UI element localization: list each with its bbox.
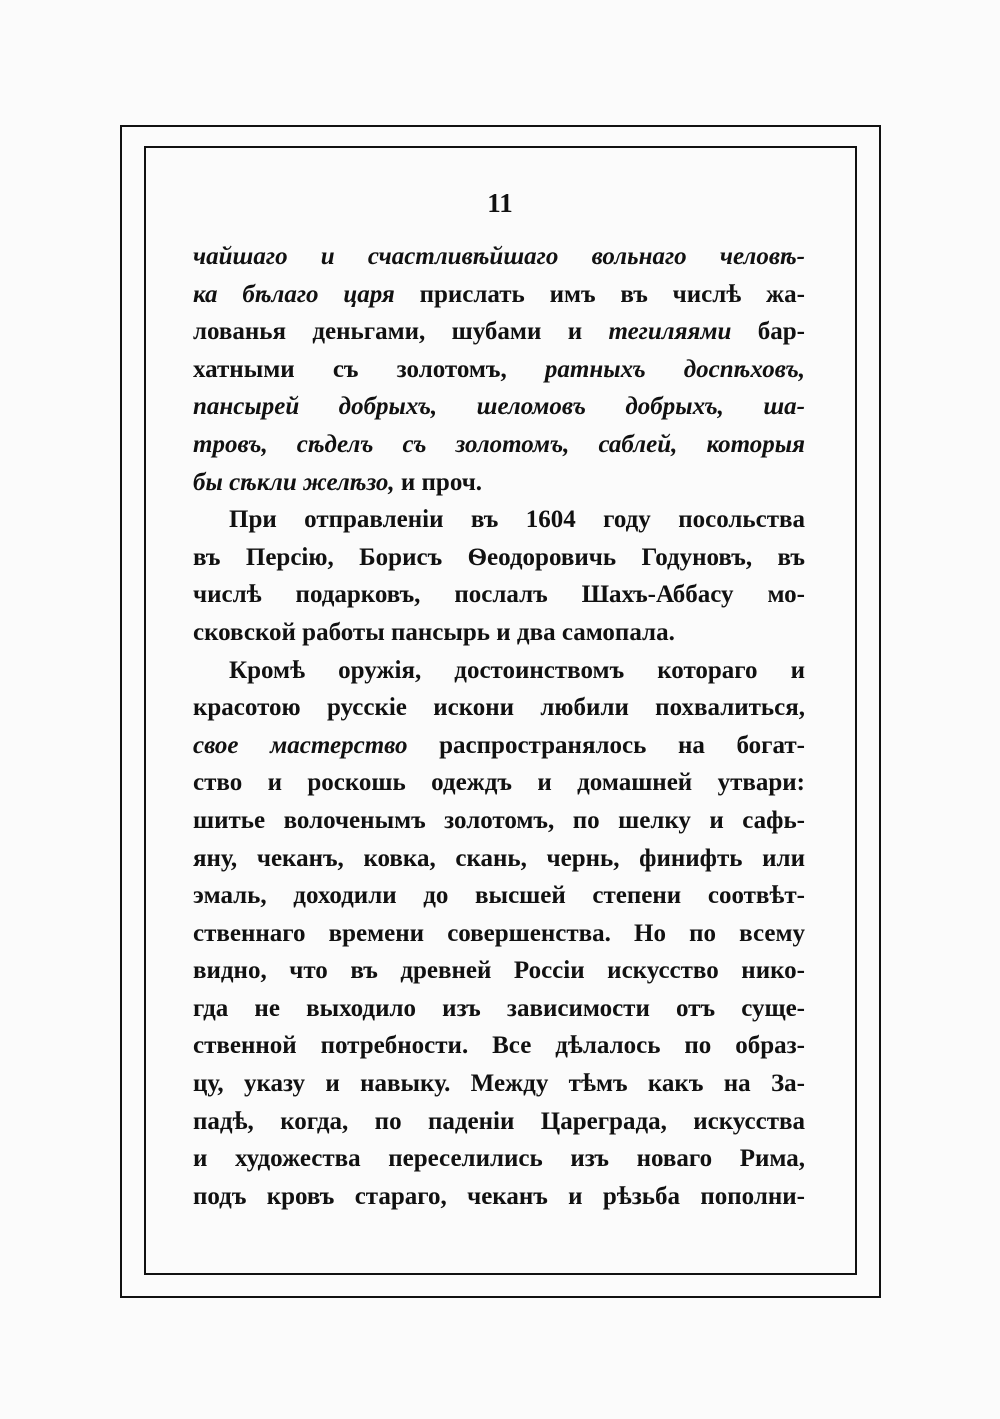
text-line <box>193 539 805 577</box>
text-line <box>193 501 805 539</box>
italic-text-segment: бы сѣкли желѣзо, <box>193 468 395 496</box>
text-segment: и проч. <box>394 468 483 496</box>
text-segment: подъ кровъ стараго, чеканъ и рѣзьба пополни- <box>193 1182 805 1210</box>
text-segment: числѣ подарковъ, послалъ Шахъ-Аббасу мо- <box>193 581 805 609</box>
text-segment: прислать имъ въ числѣ жа- <box>394 280 805 308</box>
text-segment: цу, указу и навыку. Между тѣмъ какъ на За- <box>193 1070 805 1098</box>
text-line <box>193 877 805 915</box>
text-segment: падѣ, когда, по паденіи Цареграда, искусства <box>193 1107 805 1135</box>
text-line <box>193 952 805 990</box>
text-segment: Кромѣ оружія, достоинствомъ котораго и <box>229 656 805 684</box>
italic-text-segment: ратныхъ доспѣховъ, <box>544 355 805 383</box>
body-text <box>193 238 805 1215</box>
page-number: 11 <box>487 188 513 218</box>
text-segment: бар- <box>731 318 805 346</box>
text-segment: въ Персію, Борисъ Ѳеодоровичь Годуновъ, въ <box>193 543 805 571</box>
text-line <box>193 388 805 426</box>
text-segment: яну, чеканъ, ковка, скань, чернь, финифть или <box>193 844 805 872</box>
text-line <box>193 652 805 690</box>
text-segment: видно, что въ древней Россіи искусство нико- <box>193 957 805 985</box>
text-line <box>193 1103 805 1141</box>
text-line <box>193 464 805 502</box>
text-line <box>193 802 805 840</box>
text-line <box>193 576 805 614</box>
text-line <box>193 689 805 727</box>
text-line <box>193 351 805 389</box>
text-line <box>193 990 805 1028</box>
text-segment: шитье волоченымъ золотомъ, по шелку и сафь- <box>193 806 805 834</box>
text-line <box>193 1065 805 1103</box>
text-segment: распространялось на богат- <box>407 731 805 759</box>
text-line <box>193 840 805 878</box>
italic-text-segment: свое мастерство <box>193 731 408 759</box>
text-segment: лованья деньгами, шубами и <box>193 318 609 346</box>
text-segment: хатными съ золотомъ, <box>193 355 545 383</box>
text-segment: ственнаго времени совершенства. Но по всему <box>193 919 805 947</box>
text-segment: сковской работы пансырь и два самопала. <box>193 618 675 646</box>
text-segment: красотою русскіе искони любили похвалиться, <box>193 694 805 722</box>
text-line <box>193 915 805 953</box>
italic-text-segment: ка бѣлаго царя <box>193 280 395 308</box>
text-segment: ство и роскошь одеждъ и домашней утвари: <box>193 769 805 797</box>
text-line <box>193 614 805 652</box>
italic-text-segment: чайшаго и счастливѣйшаго вольнаго человѣ- <box>193 243 805 270</box>
text-line <box>193 727 805 765</box>
text-line <box>193 276 805 314</box>
italic-text-segment: тегиляями <box>608 318 732 346</box>
italic-text-segment: тровъ, сѣделъ съ золотомъ, саблей, которыя <box>193 430 805 458</box>
text-segment: ственной потребности. Все дѣлалось по образ- <box>193 1032 805 1060</box>
text-segment: эмаль, доходили до высшей степени соотвѣт- <box>193 882 805 910</box>
text-line <box>193 1140 805 1178</box>
italic-text-segment: пансырей добрыхъ, шеломовъ добрыхъ, ша- <box>193 393 805 421</box>
text-segment: и художества переселились изъ новаго Рима, <box>193 1145 805 1173</box>
text-segment: При отправленіи въ 1604 году посольства <box>229 506 805 534</box>
text-line <box>193 1178 805 1216</box>
text-segment: гда не выходило изъ зависимости отъ суще- <box>193 994 805 1022</box>
text-line <box>193 1027 805 1065</box>
text-line <box>193 426 805 464</box>
text-line <box>193 764 805 802</box>
text-line <box>193 238 805 276</box>
text-line <box>193 313 805 351</box>
